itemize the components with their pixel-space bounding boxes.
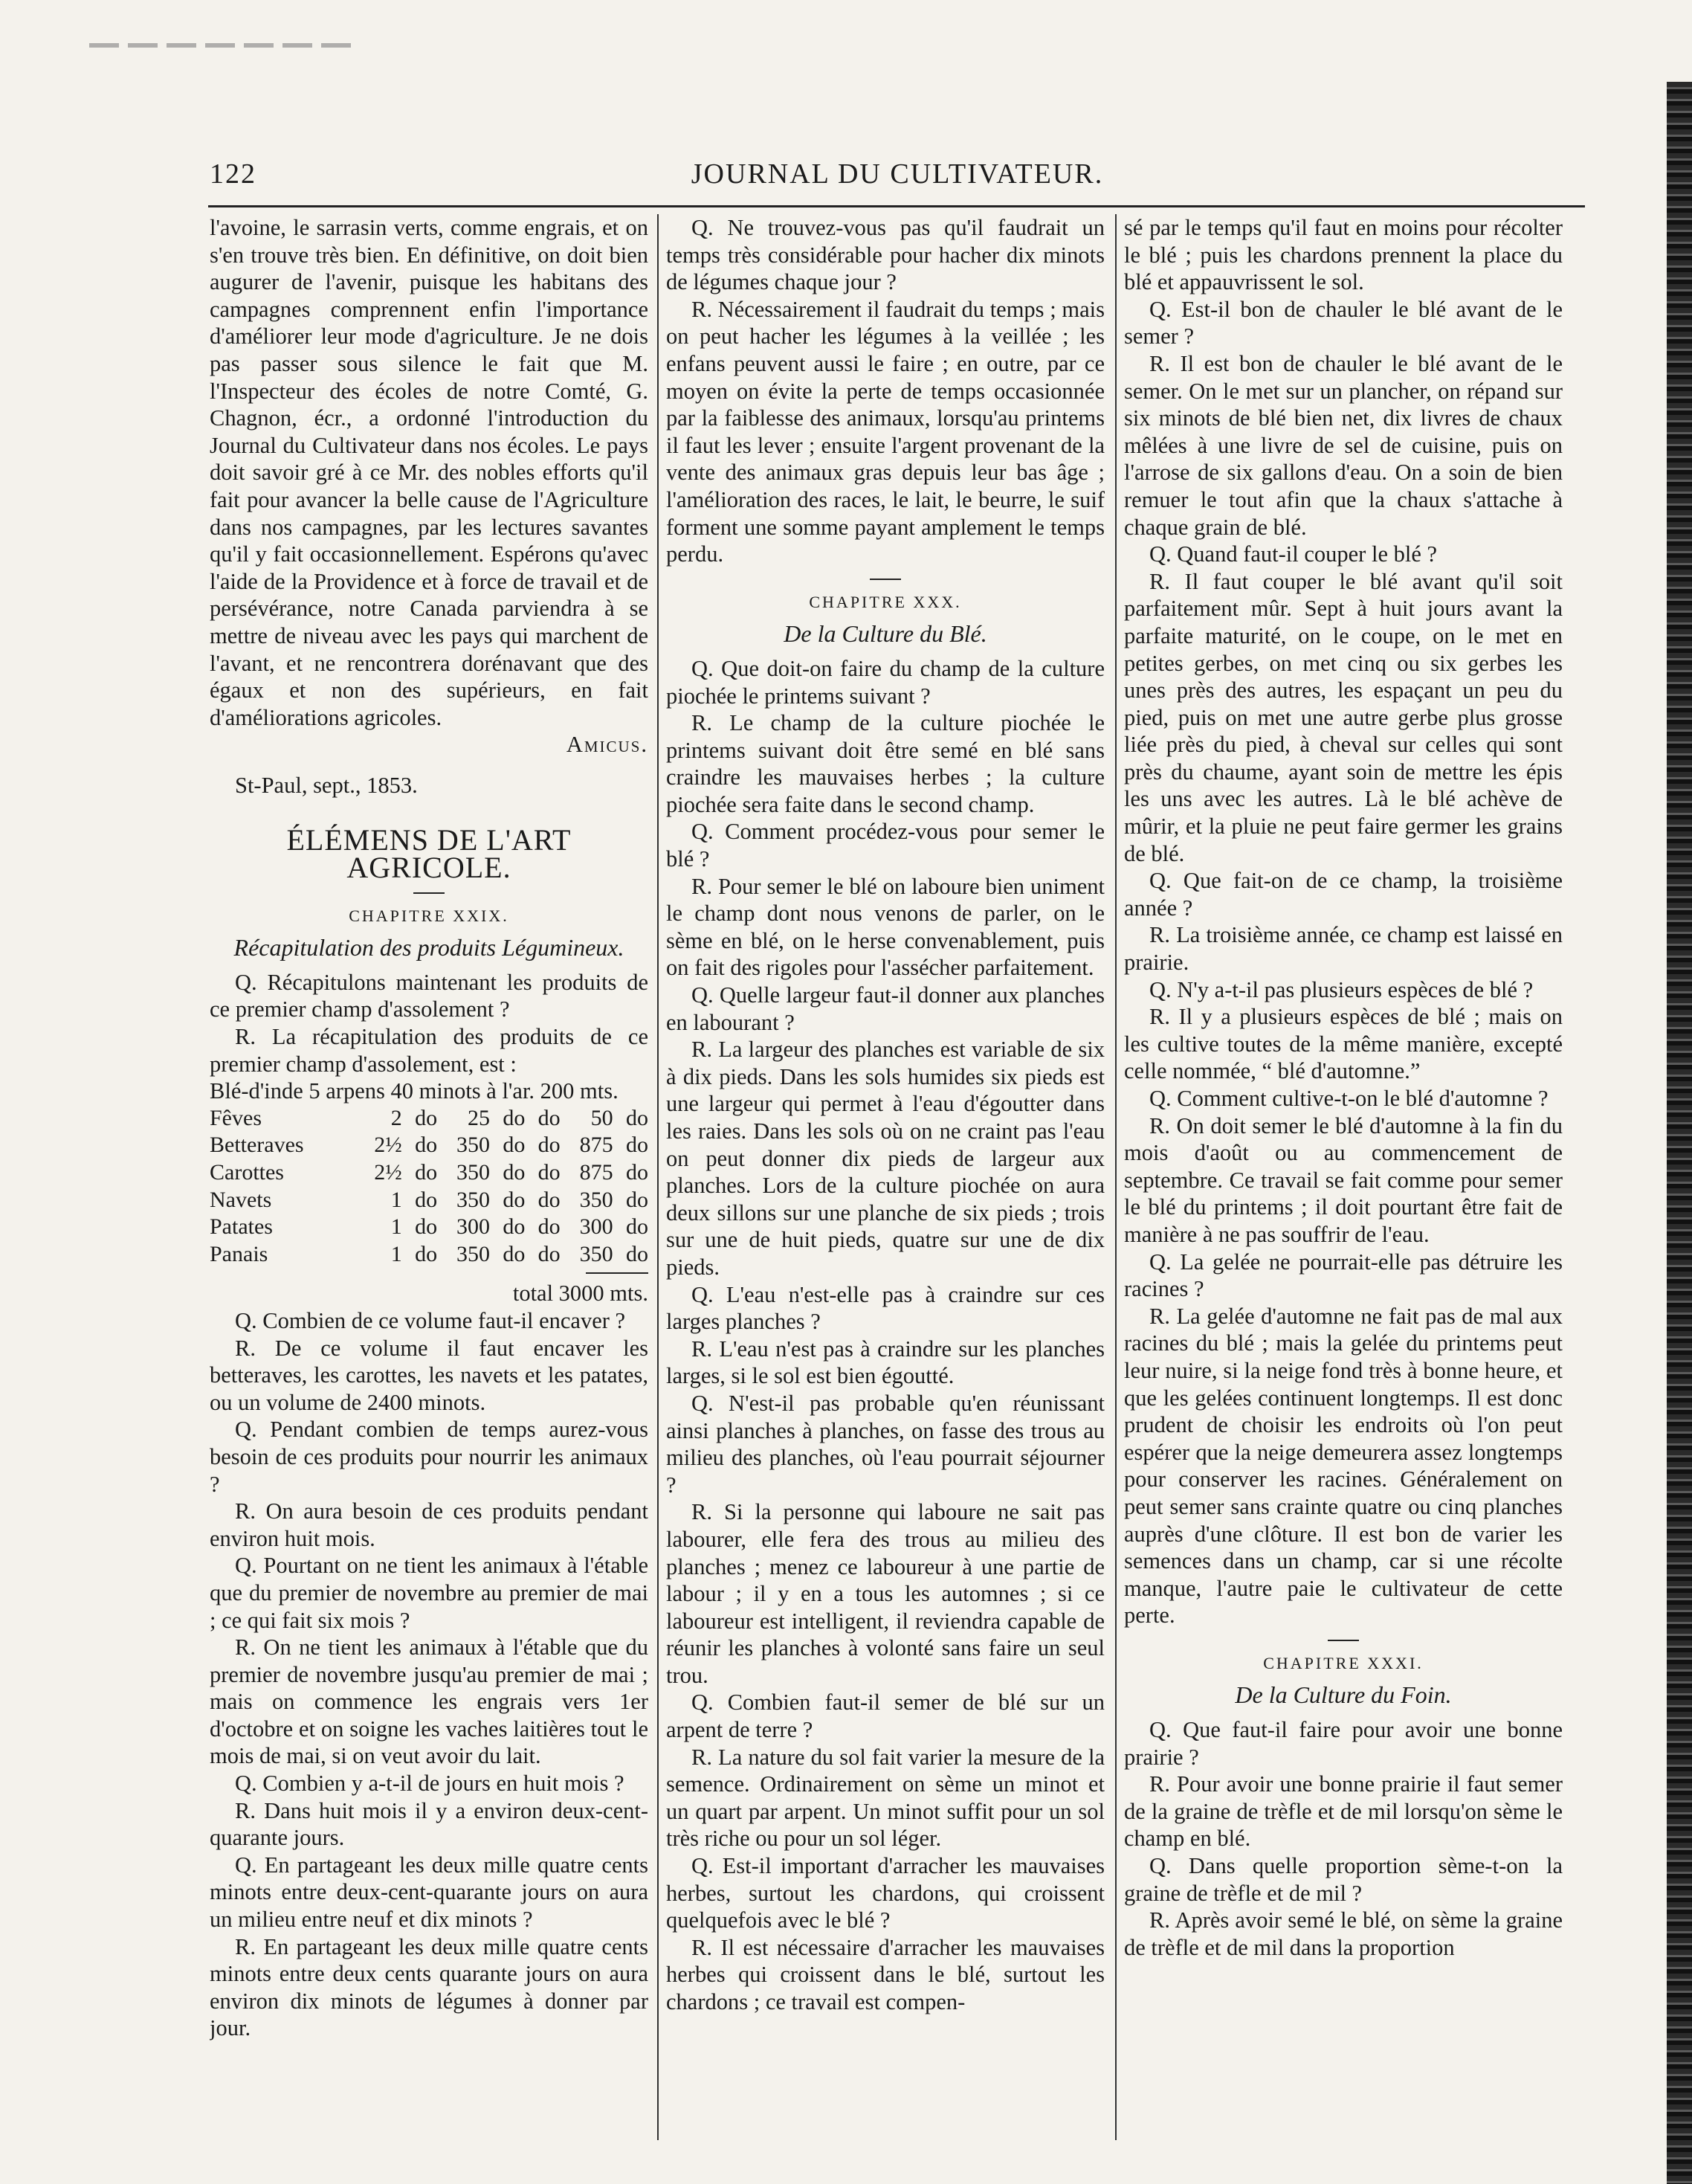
continued-paragraph: sé par le temps qu'il faut en moins pour récolter le blé ; puis les chardons prennent la place du blé et appauvrissent le sol.	[1124, 215, 1563, 295]
answer: R. Dans huit mois il y a environ deux-cent-quarante jours.	[210, 1797, 648, 1851]
chapter-subtitle: Récapitulation des produits Légumineux.	[233, 934, 624, 961]
answer: R. On ne tient les animaux à l'étable que du premier de novembre jusqu'au premier de mai ; mais on commence les engrais vers 1er d'octobre et on soigne les vaches laitières tout le mois de mai, si on veut avoir du lait.	[210, 1634, 648, 1769]
answer: R. Pour semer le blé on laboure bien uniment le champ dont nous venons de parler, on le sème en blé, on le herse convenablement, puis on fait des rigoles pour l'assécher parfaitement.	[666, 873, 1105, 981]
question: Q. Quand faut-il couper le blé ?	[1149, 541, 1438, 567]
answer: R. Nécessairement il faudrait du temps ; mais on peut hacher les légumes à la veillée ; les enfans peuvent aussi le faire ; en outre, par ce moyen on évite la perte de temps occasionnée par la faiblesse des animaux, lorsqu'au printems il faut les lever ; ensuite l'argent provenant de la vente des animaux gras depuis leur bas âge ; l'amélioration des races, le lait, le beurre, le suif forment une somme payant amplement le temps perdu.	[666, 296, 1105, 567]
separator-dash	[1328, 1640, 1359, 1641]
question: Q. Pourtant on ne tient les animaux à l'étable que du premier de novembre au premier de mai ; ce qui fait six mois ?	[210, 1553, 648, 1633]
answer: R. La troisième année, ce champ est laissé en prairie.	[1124, 922, 1563, 976]
table-row: Panais 1 do 350 do do 350 do	[210, 1241, 648, 1266]
question: Q. Quelle largeur faut-il donner aux planches en labourant ?	[666, 982, 1105, 1035]
answer: R. La récapitulation des produits de ce premier champ d'assolement, est :	[210, 1024, 648, 1077]
chapter-subtitle: De la Culture du Blé.	[784, 620, 987, 648]
question: Q. Récapitulons maintenant les produits de ce premier champ d'assolement ?	[210, 969, 648, 1022]
table-row: Carottes 2½ do 350 do do 875 do	[210, 1160, 648, 1185]
total-value: total 3000 mts.	[512, 1281, 648, 1307]
question: Q. Dans quelle proportion sème-t-on la graine de trèfle et de mil ?	[1124, 1853, 1563, 1906]
produce-table	[210, 1105, 648, 1269]
page-number: 122	[210, 158, 256, 190]
question: Q. Combien de ce volume faut-il encaver ?	[235, 1307, 626, 1333]
produce-table-first-row: Blé-d'inde 5 arpens 40 minots à l'ar. 200 mts.	[210, 1078, 619, 1104]
signature: Amicus.	[566, 732, 648, 758]
answer: R. Après avoir semé le blé, on sème la graine de trèfle et de mil dans la proportion	[1124, 1907, 1563, 1960]
question: Q. Que fait-on de ce champ, la troisième année ?	[1124, 868, 1563, 921]
letter-paragraph: l'avoine, le sarrasin verts, comme engrais, et on s'en trouve très bien. En définitive, on doit bien augurer de l'avenir, puisque les habitans des campagnes comprennent enfin l'importance d'améliorer leur mode d'agriculture. Je ne dois pas passer sous silence le fait que M. l'Inspecteur des écoles de notre Comté, G. Chagnon, écr., a ordonné l'introduction du Journal du Cultivateur dans nos écoles. Le pays doit savoir gré à ce Mr. des nobles efforts qu'il fait pour avancer la belle cause de l'Agriculture dans nos campagnes, par les lectures savantes qu'il y fait occasionnellement. Espérons qu'avec l'aide de la Providence et à force de travail et de persévérance, notre Canada parviendra à se mettre de niveau avec les pays qui marchent de l'avant, et ne rencontrera dorénavant que des égaux et non des supérieurs, en fait d'améliorations agricoles.	[210, 215, 648, 730]
chapter-subtitle: De la Culture du Foin.	[1235, 1681, 1452, 1709]
question: Q. Que doit-on faire du champ de la culture piochée le printems suivant ?	[666, 655, 1105, 709]
answer: R. Il y a plusieurs espèces de blé ; mais on les cultive toutes de la même manière, excepté celle nommée, “ blé d'automne.”	[1124, 1004, 1563, 1084]
answer: R. La gelée d'automne ne fait pas de mal aux racines du blé ; mais la gelée du printems peut leur nuire, si la neige fond très à bonne heure, et que les gelées continuent longtemps. Il est donc prudent de choisir les endroits où l'on peut espérer que la neige demeurera assez longtemps pour conserver les racines. Généralement on peut semer sans crainte quatre ou cinq planches auprès d'une clôture. Il est bon de varier les semences dans un champ, car si une récolte manque, l'autre paie le cultivateur de cette perte.	[1124, 1303, 1563, 1629]
separator-dash	[413, 892, 445, 894]
question: Q. Que faut-il faire pour avoir une bonne prairie ?	[1124, 1717, 1563, 1770]
question: Q. N'est-il pas probable qu'en réunissant ainsi planches à planches, on fasse des trous au milieu des planches, où l'eau pourrait séjourner ?	[666, 1390, 1105, 1498]
question: Q. Est-il bon de chauler le blé avant de le semer ?	[1124, 296, 1563, 349]
chapter-heading: CHAPITRE XXXI.	[1263, 1653, 1424, 1672]
chapter-heading: CHAPITRE XXIX.	[349, 906, 509, 925]
question: Q. Pendant combien de temps aurez-vous besoin de ces produits pour nourrir les animaux ?	[210, 1417, 648, 1497]
page-header	[210, 158, 1585, 202]
section-title: ÉLÉMENS DE L'ART AGRICOLE.	[286, 823, 572, 885]
question: Q. En partageant les deux mille quatre cents minots entre deux-cent-quarante jours on aura un milieu entre neuf et dix minots ?	[210, 1852, 648, 1933]
column-1	[210, 214, 648, 2148]
table-row: Navets 1 do 350 do do 350 do	[210, 1187, 648, 1212]
answer: R. La largeur des planches est variable de six à dix pieds. Dans les sols humides six pieds est une largeur qui permet à l'eau d'égoutter dans les raies. Dans les sols où on ne craint pas l'eau on peut donner dix pieds de largeur aux planches. Lors de la culture piochée on aura deux sillons sur une planche de six pieds ; trois sur une de huit pieds, quatre sur une de dix pieds.	[666, 1037, 1105, 1280]
dateline: St-Paul, sept., 1853.	[235, 772, 418, 798]
answer: R. De ce volume il faut encaver les betteraves, les carottes, les navets et les patates, ou un volume de 2400 minots.	[210, 1335, 648, 1415]
column-2	[666, 214, 1105, 2148]
answer: R. En partageant les deux mille quatre cents minots entre deux cents quarante jours on aura environ dix minots de légumes à donner par jour.	[210, 1933, 648, 2041]
answer: R. Pour avoir une bonne prairie il faut semer de la graine de trèfle et de mil lorsqu'on sème le champ en blé.	[1124, 1771, 1563, 1852]
total-rule	[586, 1272, 648, 1274]
answer: R. On aura besoin de ces produits pendant environ huit mois.	[210, 1498, 648, 1551]
table-total	[210, 1268, 648, 1307]
answer: R. Il faut couper le blé avant qu'il soit parfaitement mûr. Sept à huit jours avant la parfaite maturité, on le coupe, on le met en petites gerbes, on met cinq ou six gerbes les unes près des autres, les espaçant un peu du pied, puis on met une autre gerbe plus grosse liée près du pied, à cheval sur celles qui sont près du chaume, ayant soin de mettre les épis les uns avec les autres. Là le blé achève de mûrir, et la pluie ne peut faire germer les grains de blé.	[1124, 568, 1563, 866]
question: Q. Ne trouvez-vous pas qu'il faudrait un temps très considérable pour hacher dix minots de légumes chaque jour ?	[666, 215, 1105, 295]
question: Q. Comment cultive-t-on le blé d'automne ?	[1149, 1086, 1549, 1111]
table-row: Betteraves 2½ do 350 do do 875 do	[210, 1133, 648, 1158]
answer: R. La nature du sol fait varier la mesure de la semence. Ordinairement on sème un minot et un quart par arpent. Un minot suffit pour un sol très riche ou pour un sol léger.	[666, 1744, 1105, 1852]
question: Q. L'eau n'est-elle pas à craindre sur ces larges planches ?	[666, 1281, 1105, 1335]
table-row: Patates 1 do 300 do do 300 do	[210, 1214, 648, 1240]
separator-dash	[870, 579, 901, 580]
column-rule	[657, 214, 659, 2140]
answer: R. Il est nécessaire d'arracher les mauvaises herbes qui croissent dans le blé, surtout les chardons ; ce travail est compen-	[666, 1934, 1105, 2014]
answer: R. Si la personne qui laboure ne sait pas labourer, elle fera des trous au milieu des planches ; menez ce laboureur à une partie de labour ; il y en a tous les automnes ; si ce laboureur est intelligent, il reviendra capable de réunir les planches à volonté sans faire un seul trou.	[666, 1499, 1105, 1688]
scan-binding-edge	[1667, 82, 1692, 2184]
table-row: Fêves 2 do 25 do do 50 do	[210, 1105, 648, 1130]
scan-edge-marks	[89, 43, 357, 48]
answer: R. Il est bon de chauler le blé avant de le semer. On le met sur un plancher, on répand sur six minots de blé bien net, dix livres de chaux mêlées à une livre de sel de cuisine, puis on l'arrose de six gallons d'eau. On a soin de bien remuer le tout afin que la chaux s'attache à chaque grain de blé.	[1124, 350, 1563, 540]
question: Q. Combien faut-il semer de blé sur un arpent de terre ?	[666, 1689, 1105, 1743]
column-3	[1124, 214, 1563, 2148]
question: Q. Comment procédez-vous pour semer le blé ?	[666, 819, 1105, 872]
question: Q. N'y a-t-il pas plusieurs espèces de blé ?	[1149, 976, 1534, 1002]
answer: R. L'eau n'est pas à craindre sur les planches larges, si le sol est bien égoutté.	[666, 1336, 1105, 1389]
header-rule	[208, 205, 1585, 207]
question: Q. Est-il important d'arracher les mauvaises herbes, surtout les chardons, qui croissent quelquefois avec le blé ?	[666, 1853, 1105, 1933]
answer: R. Le champ de la culture piochée le printems suivant doit être semé en blé sans craindre les mauvaises herbes ; la culture piochée sera faite dans le second champ.	[666, 710, 1105, 817]
question: Q. Combien y a-t-il de jours en huit mois ?	[235, 1771, 624, 1797]
chapter-heading: CHAPITRE XXX.	[809, 592, 962, 611]
question: Q. La gelée ne pourrait-elle pas détruire les racines ?	[1124, 1249, 1563, 1302]
answer: R. On doit semer le blé d'automne à la fin du mois d'août ou au commencement de septembre. Ce travail se fait comme pour semer le blé du printems ; il doit pourtant être fait de manière à ne pas souffrir de l'eau.	[1124, 1112, 1563, 1247]
running-title: JOURNAL DU CULTIVATEUR.	[691, 158, 1104, 190]
column-rule	[1115, 214, 1117, 2140]
